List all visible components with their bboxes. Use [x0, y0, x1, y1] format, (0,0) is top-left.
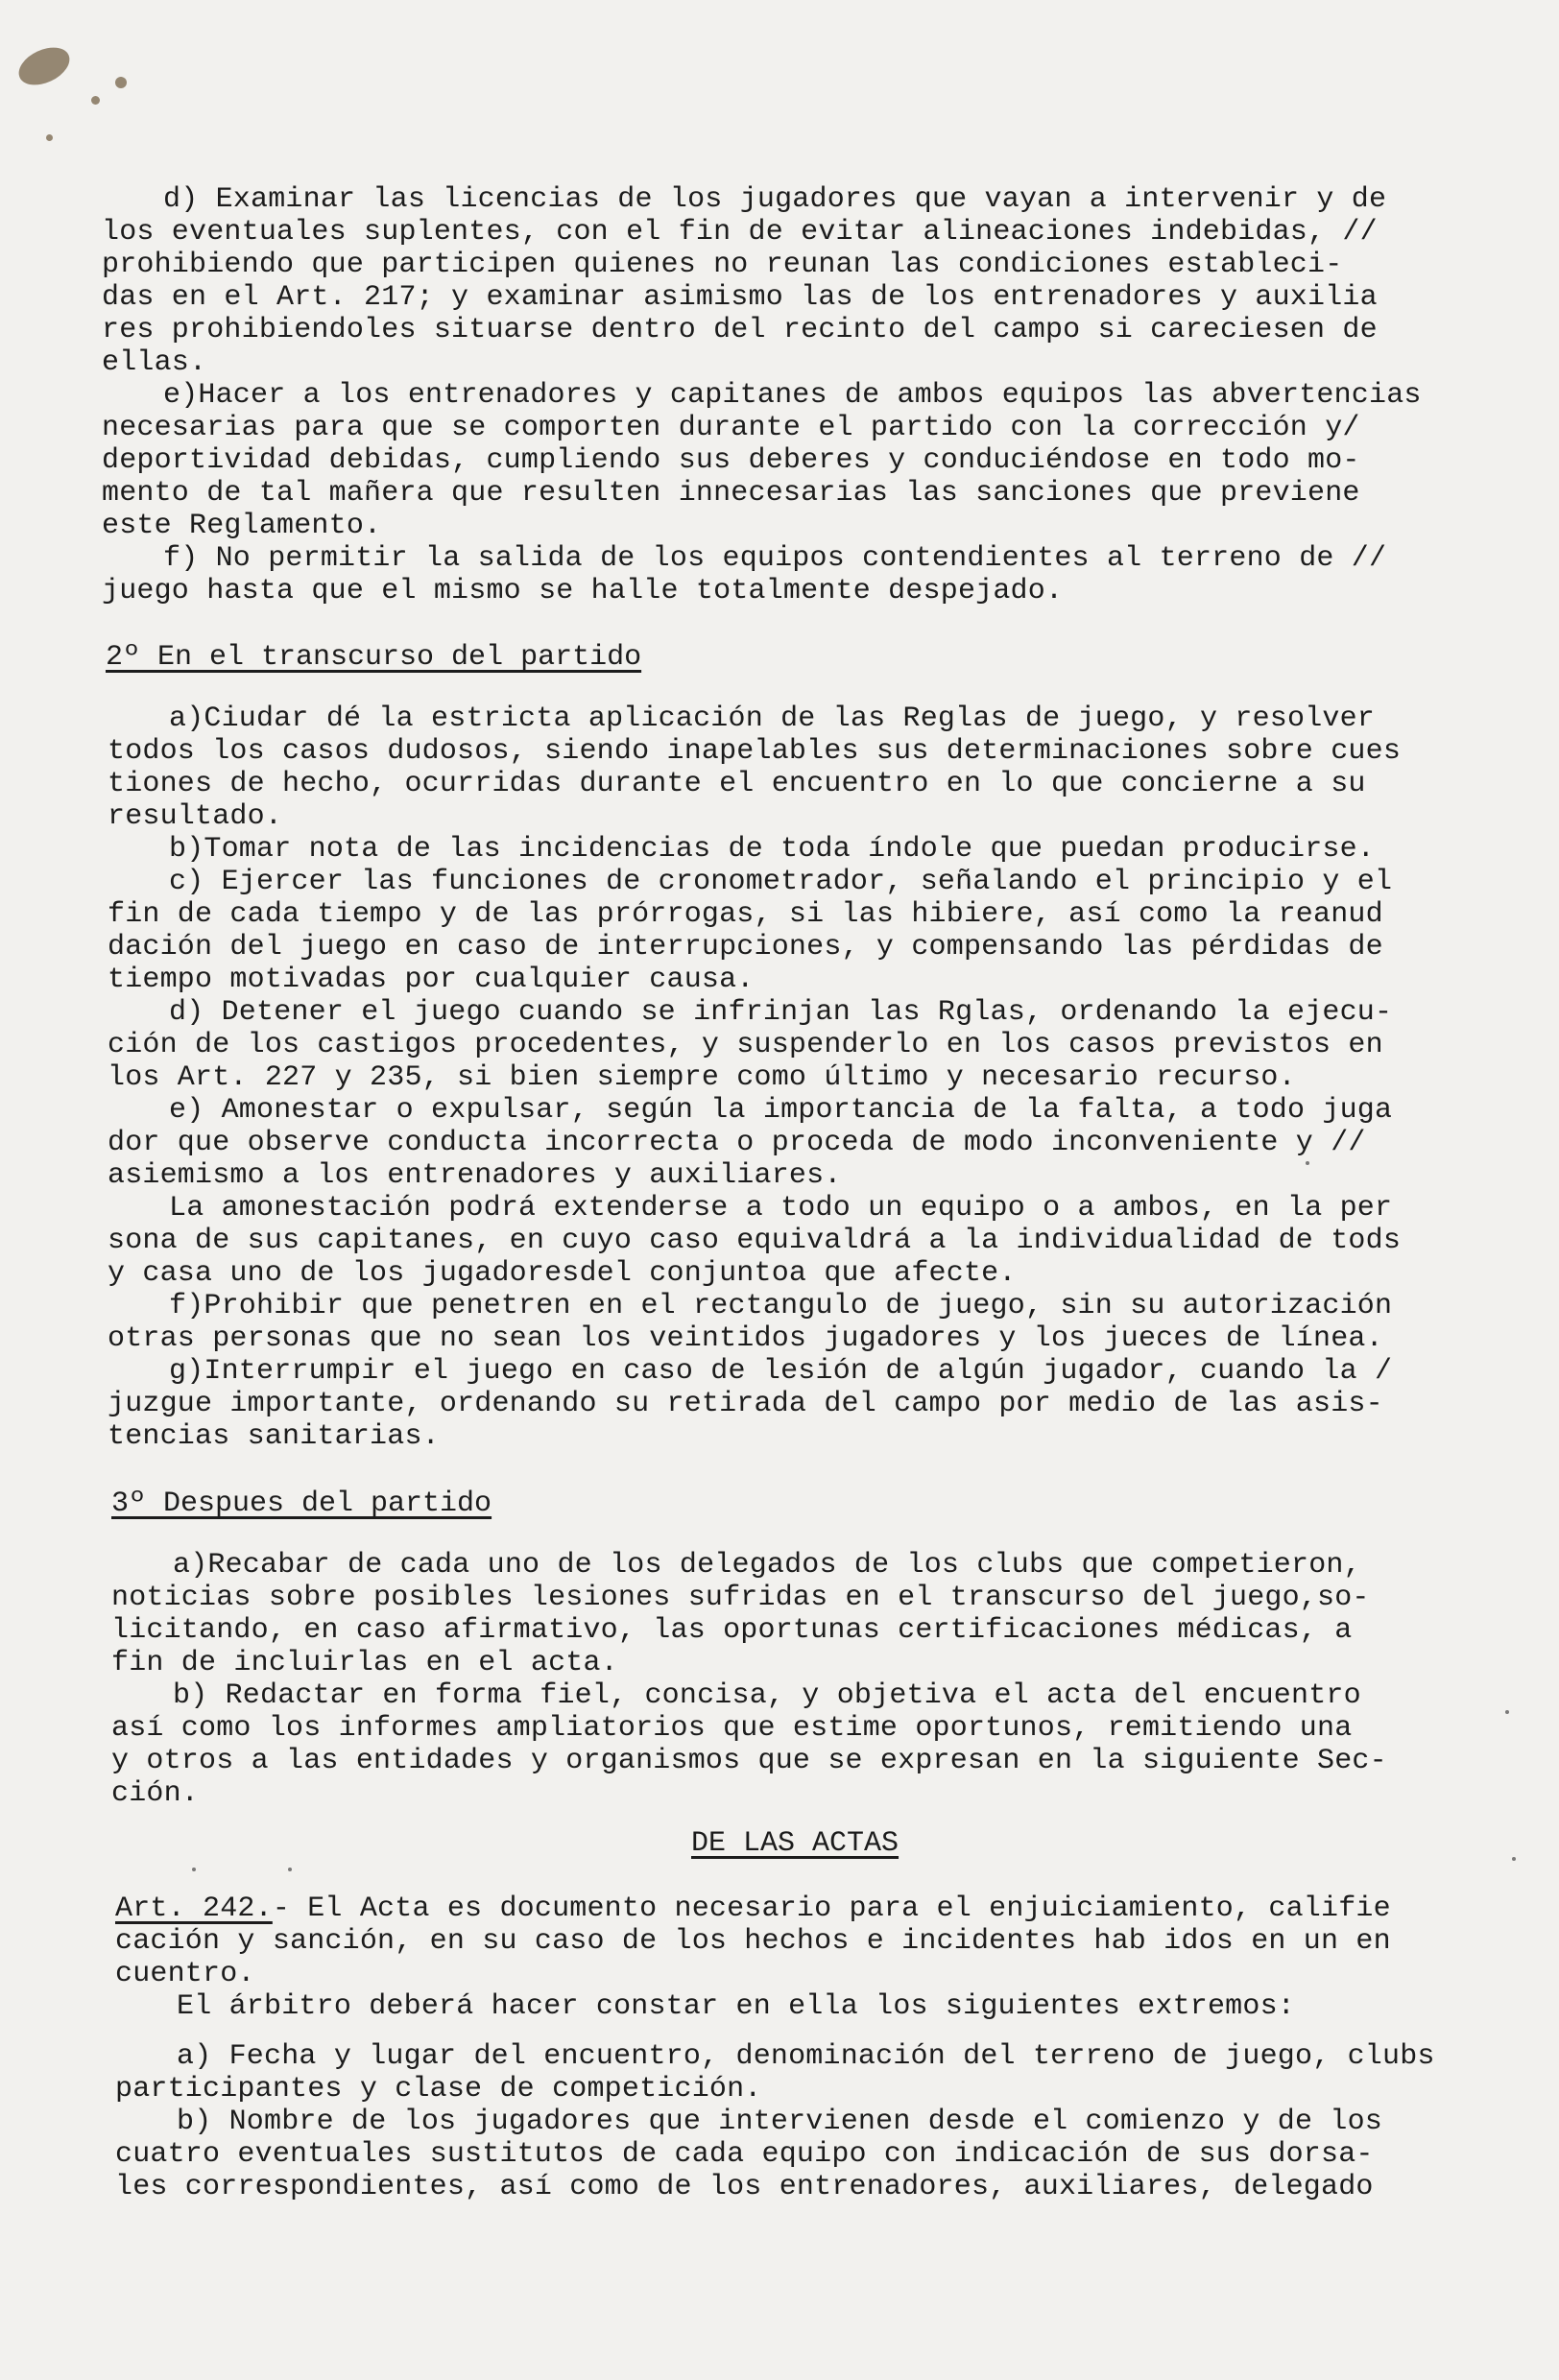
text-line: d) Detener el juego cuando se infrinjan las Rglas, ordenando la ejecu-: [169, 996, 1393, 1029]
text-line: mento de tal mañera que resulten innecesarias las sanciones que previene: [102, 477, 1360, 510]
text-line: das en el Art. 217; y examinar asimismo las de los entrenadores y auxilia: [102, 281, 1378, 314]
article-label: Art. 242.: [115, 1892, 273, 1925]
text-line: los eventuales suplentes, con el fin de evitar alineaciones indebidas, //: [102, 216, 1378, 249]
text-line: b) Nombre de los jugadores que intervienen desde el comienzo y de los: [177, 2106, 1383, 2138]
text-line: f) No permitir la salida de los equipos contendientes al terreno de //: [163, 542, 1387, 575]
text-line: deportividad debidas, cumpliendo sus deberes y conduciéndose en todo mo-: [102, 444, 1360, 477]
text-line: c) Ejercer las funciones de cronometrador, señalando el principio y el: [169, 866, 1393, 898]
text-line: El árbitro deberá hacer constar en ella los siguientes extremos:: [177, 1990, 1295, 2023]
section-heading-during-match: 2º En el transcurso del partido: [106, 641, 642, 674]
text-line: La amonestación podrá extenderse a todo un equipo o a ambos, en la per: [169, 1192, 1393, 1225]
text-line: a)Ciudar dé la estricta aplicación de las Reglas de juego, y resolver: [169, 702, 1376, 735]
ink-stain-dot-2: [46, 134, 53, 141]
text-line: ción.: [111, 1777, 200, 1810]
section-heading-after-match: 3º Despues del partido: [111, 1488, 492, 1520]
text-line: dación del juego en caso de interrupciones, y compensando las pérdidas de: [108, 931, 1383, 964]
article-text: - El Acta es documento necesario para el enjuiciamiento, califie: [272, 1892, 1391, 1925]
text-line: y otros a las entidades y organismos que se expresan en la siguiente Sec-: [111, 1745, 1387, 1777]
speck: [1306, 1161, 1309, 1165]
section-heading-actas: DE LAS ACTAS: [691, 1827, 899, 1860]
text-line: y casa uno de los jugadoresdel conjuntoa que afecte.: [108, 1257, 1017, 1290]
ink-stain-dot: [91, 96, 100, 105]
ink-stain-small: [115, 77, 127, 88]
text-line: e) Amonestar o expulsar, según la importancia de la falta, a todo juga: [169, 1094, 1393, 1127]
text-line: fin de incluirlas en el acta.: [111, 1647, 618, 1679]
text-line: tiones de hecho, ocurridas durante el encuentro en lo que concierne a su: [108, 768, 1366, 800]
text-line: cuatro eventuales sustitutos de cada equipo con indicación de sus dorsa-: [115, 2138, 1374, 2171]
speck: [1505, 1710, 1509, 1714]
ink-stain: [12, 40, 75, 92]
text-line: dor que observe conducta incorrecta o proceda de modo inconveniente y //: [108, 1127, 1366, 1159]
text-line: f)Prohibir que penetren en el rectangulo de juego, sin su autorización: [169, 1290, 1393, 1322]
text-line: tiempo motivadas por cualquier causa.: [108, 964, 755, 996]
text-line: así como los informes ampliatorios que estime oportunos, remitiendo una: [111, 1712, 1353, 1745]
text-line: los Art. 227 y 235, si bien siempre como último y necesario recurso.: [108, 1061, 1296, 1094]
text-line: b)Tomar nota de las incidencias de toda índole que puedan producirse.: [169, 833, 1376, 866]
text-line: tencias sanitarias.: [108, 1420, 440, 1453]
text-line: res prohibiendoles situarse dentro del recinto del campo si careciesen de: [102, 314, 1378, 346]
text-line: cación y sanción, en su caso de los hechos e incidentes hab idos en un en: [115, 1925, 1391, 1958]
text-line: todos los casos dudosos, siendo inapelables sus determinaciones sobre cues: [108, 735, 1402, 768]
text-line: juzgue importante, ordenando su retirada del campo por medio de las asis-: [108, 1388, 1383, 1420]
text-line: g)Interrumpir el juego en caso de lesión de algún jugador, cuando la /: [169, 1355, 1393, 1388]
text-line: prohibiendo que participen quienes no reunan las condiciones estableci-: [102, 249, 1343, 281]
text-line: participantes y clase de competición.: [115, 2073, 762, 2106]
speck: [1512, 1857, 1516, 1861]
text-line: necesarias para que se comporten durante el partido con la corrección y/: [102, 412, 1360, 444]
text-line: este Reglamento.: [102, 510, 382, 542]
text-line: ellas.: [102, 346, 207, 379]
text-line: juego hasta que el mismo se halle totalmente despejado.: [102, 575, 1064, 607]
text-line: a) Fecha y lugar del encuentro, denominación del terreno de juego, clubs: [177, 2040, 1435, 2073]
text-line: sona de sus capitanes, en cuyo caso equivaldrá a la individualidad de tods: [108, 1225, 1402, 1257]
text-line: noticias sobre posibles lesiones sufridas en el transcurso del juego,so-: [111, 1582, 1370, 1614]
text-line: ción de los castigos procedentes, y suspenderlo en los casos previstos en: [108, 1029, 1383, 1061]
article-first-line: [115, 1892, 1391, 1925]
speck: [192, 1868, 196, 1871]
text-line: cuentro.: [115, 1958, 255, 1990]
text-line: licitando, en caso afirmativo, las oportunas certificaciones médicas, a: [111, 1614, 1353, 1647]
text-line: b) Redactar en forma fiel, concisa, y objetiva el acta del encuentro: [173, 1679, 1361, 1712]
text-line: fin de cada tiempo y de las prórrogas, si las hibiere, así como la reanud: [108, 898, 1383, 931]
text-line: e)Hacer a los entrenadores y capitanes de ambos equipos las abvertencias: [163, 379, 1422, 412]
text-line: les correspondientes, así como de los entrenadores, auxiliares, delegado: [115, 2171, 1374, 2203]
text-line: asiemismo a los entrenadores y auxiliares.: [108, 1159, 842, 1192]
text-line: a)Recabar de cada uno de los delegados de los clubs que competieron,: [173, 1549, 1361, 1582]
text-line: otras personas que no sean los veintidos jugadores y los jueces de línea.: [108, 1322, 1383, 1355]
text-line: resultado.: [108, 800, 283, 833]
text-line: d) Examinar las licencias de los jugadores que vayan a intervenir y de: [163, 183, 1387, 216]
speck: [288, 1868, 292, 1871]
